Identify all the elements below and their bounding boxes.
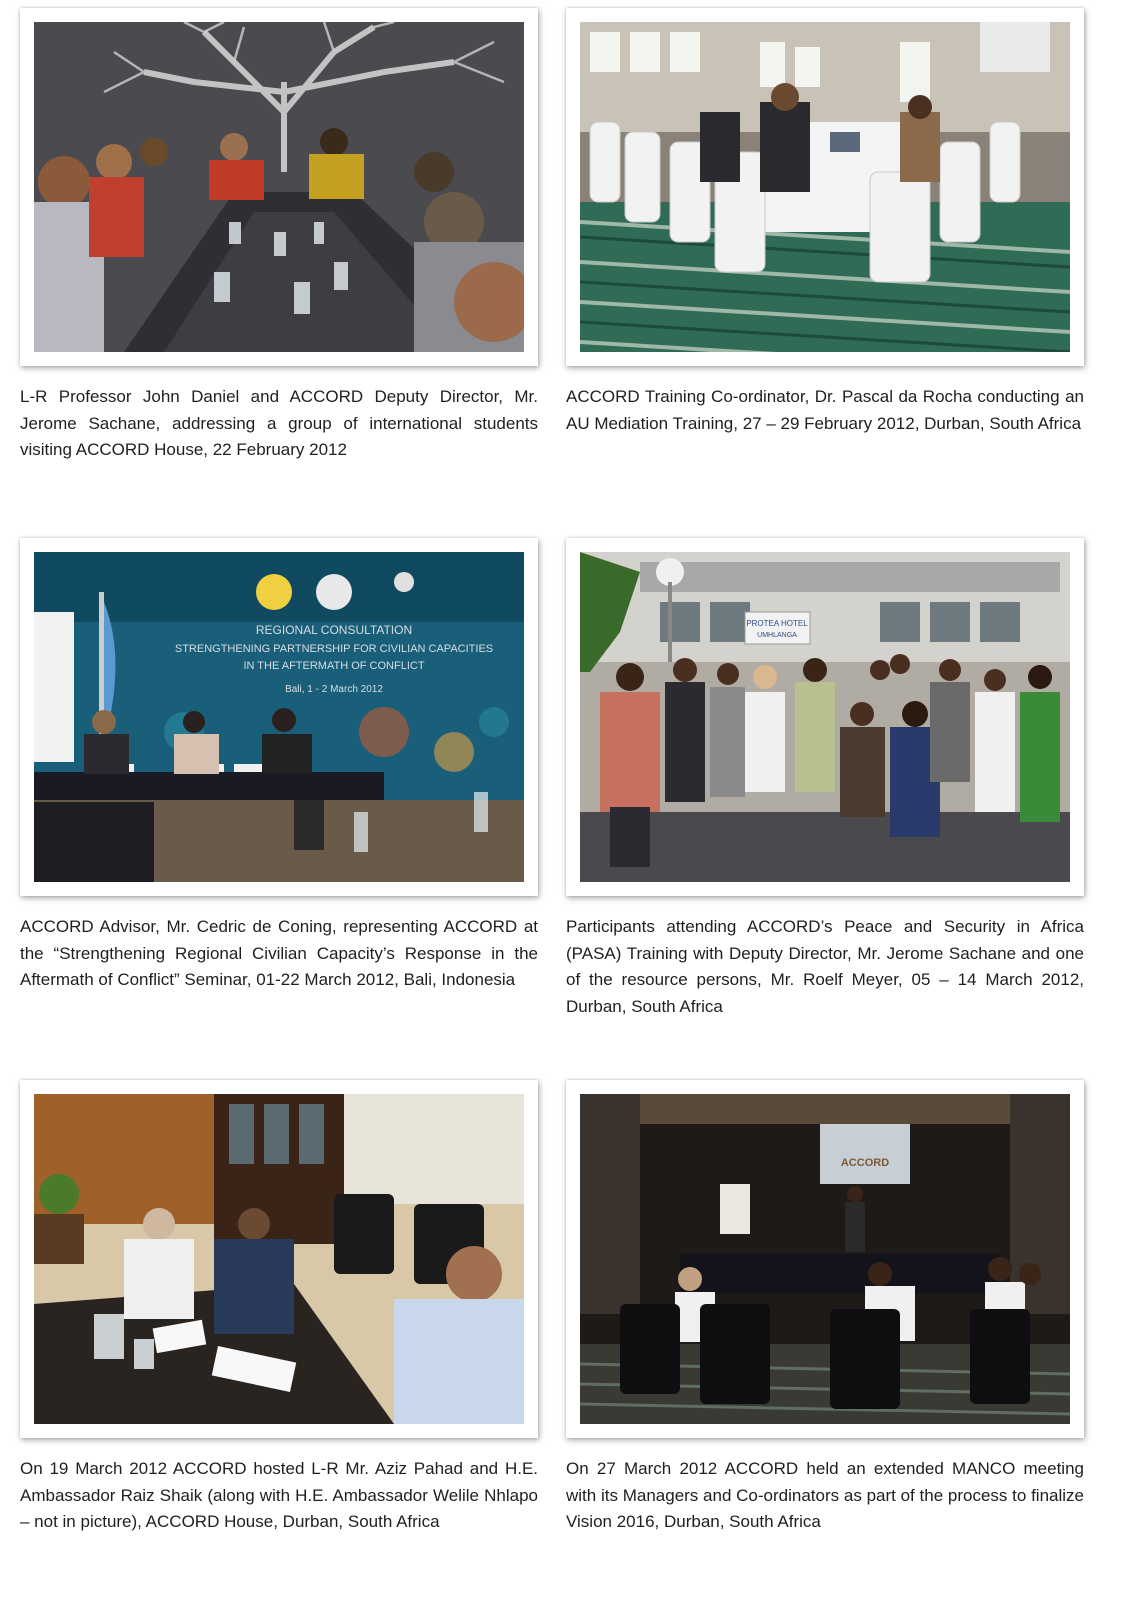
- group-photo: [580, 552, 1070, 882]
- meeting-table-photo: [34, 22, 524, 352]
- photo-caption: On 27 March 2012 ACCORD held an extended MANCO meeting with its Managers and Co-ordinators as part of the process to finalize Vision 2016, Durban, South Africa: [566, 1459, 1084, 1531]
- manco-meeting-image: [580, 1094, 1070, 1424]
- photo-caption: ACCORD Advisor, Mr. Cedric de Coning, representing ACCORD at the “Strengthening Regional Civilian Capacity’s Response in the Aftermath of Conflict” Seminar, 01-22 March 2012, Bali, Indonesia: [20, 917, 538, 989]
- training-room-image: [580, 22, 1070, 352]
- banner-line-4: Bali, 1 - 2 March 2012: [285, 684, 383, 695]
- photo-frame: [20, 538, 538, 896]
- photo-frame: [20, 8, 538, 366]
- hotel-sign-line-1: PROTEA HOTEL: [746, 619, 808, 628]
- banner-line-2: STRENGTHENING PARTNERSHIP FOR CIVILIAN CAPACITIES: [174, 643, 494, 655]
- banner-line-1: REGIONAL CONSULTATION: [255, 623, 413, 637]
- group-image: [580, 552, 1070, 882]
- conference-panel-photo: [34, 552, 524, 882]
- conference-panel-image: [34, 552, 524, 882]
- photo-card-6: [566, 1080, 1084, 1536]
- photo-card-5: [20, 1080, 538, 1536]
- manco-meeting-photo: [580, 1094, 1070, 1424]
- screen-logo-text: ACCORD: [840, 1157, 890, 1169]
- photo-card-1: [20, 8, 538, 464]
- training-room-photo: [580, 22, 1070, 352]
- photo-frame: [566, 538, 1084, 896]
- office-meeting-photo: [34, 1094, 524, 1424]
- photo-caption: ACCORD Training Co-ordinator, Dr. Pascal da Rocha conducting an AU Mediation Training, 27 – 29 February 2012, Durban, South Africa: [566, 387, 1084, 433]
- photo-frame: [20, 1080, 538, 1438]
- photo-card-2: [566, 8, 1084, 437]
- hotel-sign-line-2: UMHLANGA: [757, 632, 797, 639]
- photo-card-4: [566, 538, 1084, 1020]
- photo-frame: [566, 8, 1084, 366]
- photo-caption: L-R Professor John Daniel and ACCORD Deputy Director, Mr. Jerome Sachane, addressing a group of international students visiting ACCORD House, 22 February 2012: [20, 387, 538, 459]
- photo-frame: [566, 1080, 1084, 1438]
- photo-caption: On 19 March 2012 ACCORD hosted L-R Mr. Aziz Pahad and H.E. Ambassador Raiz Shaik (along with H.E. Ambassador Welile Nhlapo – not in picture), ACCORD House, Durban, South Africa: [20, 1459, 538, 1531]
- office-meeting-image: [34, 1094, 524, 1424]
- meeting-table-image: [34, 22, 524, 352]
- banner-line-3: IN THE AFTERMATH OF CONFLICT: [243, 660, 425, 672]
- photo-caption: Participants attending ACCORD’s Peace and Security in Africa (PASA) Training with Deputy Director, Mr. Jerome Sachane and one of the resource persons, Mr. Roelf Meyer, 05 – 14 March 2012, Durban, South Africa: [566, 917, 1084, 1016]
- photo-card-3: [20, 538, 538, 994]
